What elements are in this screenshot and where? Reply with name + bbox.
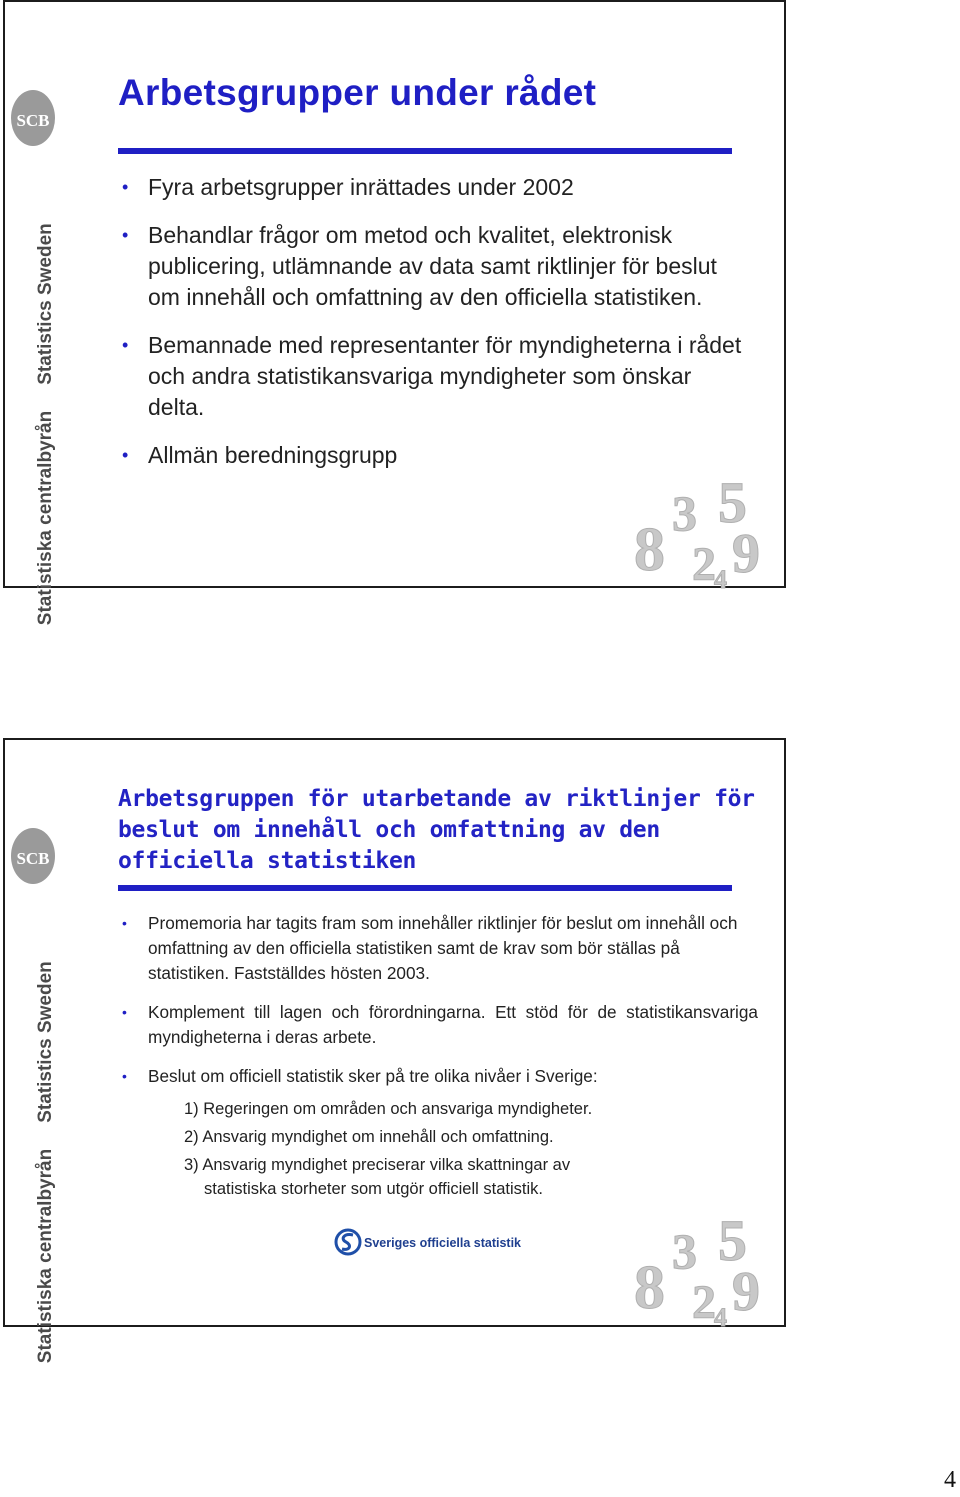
svg-text:2: 2 bbox=[692, 1276, 716, 1329]
sub-item bbox=[148, 1153, 758, 1201]
svg-text:4: 4 bbox=[714, 565, 727, 594]
numbered-sublist bbox=[148, 1097, 758, 1201]
brand-text-en: Statistics Sweden bbox=[35, 961, 56, 1123]
svg-text:9: 9 bbox=[732, 523, 760, 585]
svg-text:3: 3 bbox=[672, 485, 697, 541]
svg-text:8: 8 bbox=[634, 516, 665, 584]
svg-text:8: 8 bbox=[634, 1254, 665, 1322]
slide-2-title: Arbetsgruppen för utarbetande av riktlinjer för beslut om innehåll och omfattning av den officiella statistiken bbox=[118, 786, 755, 874]
brand-text-sv: Statistiska centralbyrån bbox=[35, 1148, 56, 1364]
brand-text-sv: Statistiska centralbyrån bbox=[35, 410, 56, 626]
brand-text-en: Statistics Sweden bbox=[35, 223, 56, 385]
vertical-brand-text bbox=[27, 170, 87, 626]
bullet-item: • Bemannade med representanter för myndigheterna i rådet och andra statistikansvariga myndigheter som önskar delta. bbox=[118, 330, 748, 423]
sub-item: 2) Ansvarig myndighet om innehåll och omfattning. bbox=[184, 1128, 554, 1146]
svg-text:9: 9 bbox=[732, 1261, 760, 1323]
scb-logo-icon bbox=[9, 86, 57, 150]
bullet-item: • Promemoria har tagits fram som innehåller riktlinjer för beslut om innehåll och omfattning av den officiella statistiken samt de krav som bör ställas på statistiken. Fastställdes hösten 2003. bbox=[118, 911, 758, 986]
slide-1-bullet-list bbox=[118, 172, 748, 488]
numbers-decoration-icon bbox=[632, 470, 782, 594]
title-underline bbox=[118, 148, 732, 154]
svg-text:4: 4 bbox=[714, 1303, 727, 1332]
vertical-brand-text bbox=[27, 908, 87, 1364]
bullet-item: • Komplement till lagen och förordningarna. Ett stöd för de statistikansvariga myndigheterna i deras arbete. bbox=[118, 1000, 758, 1050]
title-underline bbox=[118, 885, 732, 891]
slide-2-bullet-list bbox=[118, 911, 758, 1215]
numbers-decoration-icon bbox=[632, 1208, 782, 1332]
svg-text:5: 5 bbox=[718, 1208, 747, 1273]
svg-text:3: 3 bbox=[672, 1223, 697, 1279]
svg-text:SCB: SCB bbox=[16, 111, 50, 130]
sub-item-line: statistiska storheter som utgör officiell statistik. bbox=[204, 1180, 543, 1198]
bullet-item: • Fyra arbetsgrupper inrättades under 2002 bbox=[118, 172, 748, 203]
svg-text:2: 2 bbox=[692, 538, 716, 591]
svg-text:SCB: SCB bbox=[16, 849, 50, 868]
sub-item-line: 3) Ansvarig myndighet preciserar vilka skattningar av bbox=[184, 1156, 571, 1174]
slide-1-title: Arbetsgrupper under rådet bbox=[118, 72, 597, 113]
bullet-item-text: Beslut om officiell statistik sker på tre olika nivåer i Sverige: bbox=[148, 1066, 598, 1086]
svg-text:5: 5 bbox=[718, 470, 747, 535]
svg-text:Sveriges officiella statistik: Sveriges officiella statistik bbox=[364, 1236, 522, 1250]
bullet-item: • Allmän beredningsgrupp bbox=[118, 440, 748, 471]
page-number: 4 bbox=[944, 1467, 956, 1493]
sub-item: 1) Regeringen om områden och ansvariga myndigheter. bbox=[184, 1100, 593, 1118]
bullet-item bbox=[118, 1064, 758, 1201]
bullet-item: • Behandlar frågor om metod och kvalitet, elektronisk publicering, utlämnande av data samt riktlinjer för beslut om innehåll och omfattning av den officiella statistiken. bbox=[118, 220, 748, 313]
sveriges-officiella-statistik-logo-icon bbox=[334, 1227, 522, 1257]
scb-logo-icon bbox=[9, 824, 57, 888]
